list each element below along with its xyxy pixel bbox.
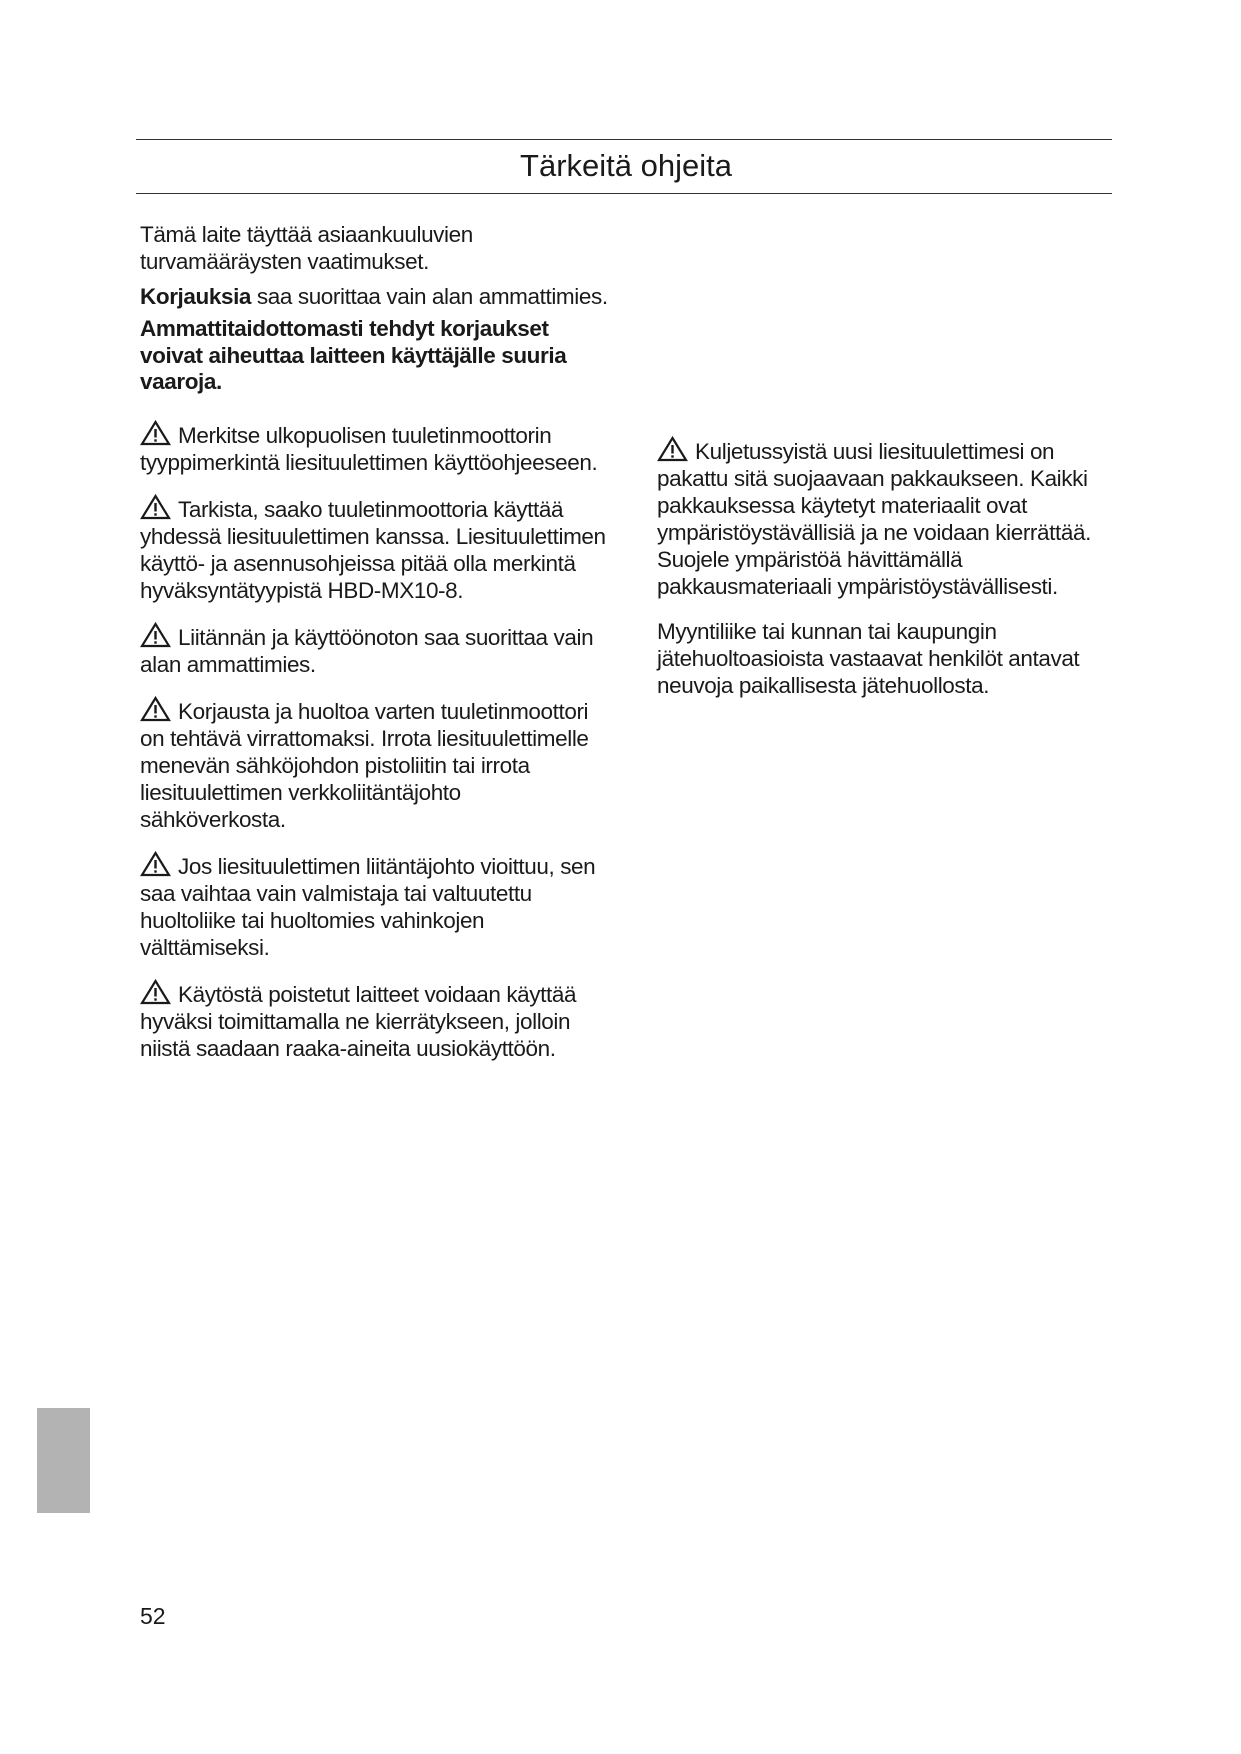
disposal-info: Myyntiliike tai kunnan tai kaupungin jätehuoltoasioista vastaavat henkilöt antavat neuvoja paikallisesta jätehuollosta. bbox=[657, 619, 1080, 698]
packaging-warning bbox=[657, 436, 1117, 600]
repairs-bold: Korjauksia bbox=[140, 284, 252, 309]
warning-paragraph bbox=[140, 851, 610, 961]
warning-text: Korjausta ja huoltoa varten tuuletinmoottori on tehtävä virrattomaksi. Irrota liesituulettimelle menevän sähköjohdon pistoliitin tai irrota liesituulettimen verkkoliitäntäjohto sähköverkosta. bbox=[140, 698, 589, 832]
warning-triangle-icon bbox=[140, 494, 171, 520]
warning-paragraph bbox=[140, 494, 610, 604]
warning-triangle-icon bbox=[140, 622, 171, 648]
warning-text: Jos liesituulettimen liitäntäjohto vioittuu, sen saa vaihtaa vain valmistaja tai valtuutettu huoltoliike tai huoltomies vahinkojen välttämiseksi. bbox=[140, 853, 596, 960]
left-column bbox=[140, 221, 610, 1080]
repairs-rest: saa suorittaa vain alan ammattimies. bbox=[251, 284, 608, 309]
warning-text: Merkitse ulkopuolisen tuuletinmoottorin tyyppimerkintä liesituulettimen käyttöohjeeseen. bbox=[140, 422, 598, 475]
warning-triangle-icon bbox=[140, 696, 171, 722]
header-rule-bottom bbox=[136, 193, 1112, 194]
warning-triangle-icon bbox=[140, 851, 171, 877]
repairs-text bbox=[140, 283, 610, 310]
warning-text: Liitännän ja käyttöönoton saa suorittaa vain alan ammattimies. bbox=[140, 624, 594, 677]
language-tab-marker bbox=[37, 1408, 90, 1513]
page-number: 52 bbox=[140, 1603, 166, 1629]
header-rule-top bbox=[136, 139, 1112, 140]
warning-text: Tarkista, saako tuuletinmoottoria käyttää yhdessä liesituulettimen kanssa. Liesituulettimen käyttö- ja asennusohjeissa pitää olla merkintä hyväksyntätyypistä HBD-MX10-8. bbox=[140, 496, 606, 603]
warning-paragraph bbox=[140, 696, 610, 833]
warning-triangle-icon bbox=[140, 420, 171, 446]
warning-paragraph bbox=[140, 979, 610, 1062]
page-title: Tärkeitä ohjeita bbox=[520, 148, 732, 183]
warning-paragraph bbox=[140, 622, 610, 678]
danger-notice: Ammattitaidottomasti tehdyt korjaukset voivat aiheuttaa laitteen käyttäjälle suuria vaaroja. bbox=[140, 316, 567, 394]
right-column bbox=[657, 436, 1117, 717]
warning-triangle-icon bbox=[140, 979, 171, 1005]
packaging-warning-text: Kuljetussyistä uusi liesituulettimesi on pakattu sitä suojaavaan pakkaukseen. Kaikki pakkauksessa käytetyt materiaalit ovat ympäristöystävällisiä ja ne voidaan kierrättää. Suojele ympäristöä hävittämällä pakkausmateriaali ympäristöystävällisesti. bbox=[657, 439, 1091, 599]
warning-triangle-icon bbox=[657, 436, 688, 462]
intro-text: Tämä laite täyttää asiaankuuluvien turvamääräysten vaatimukset. bbox=[140, 222, 473, 274]
warning-paragraph bbox=[140, 420, 610, 476]
warning-text: Käytöstä poistetut laitteet voidaan käyttää hyväksi toimittamalla ne kierrätykseen, jolloin niistä saadaan raaka-aineita uusiokäyttöön. bbox=[140, 981, 577, 1061]
